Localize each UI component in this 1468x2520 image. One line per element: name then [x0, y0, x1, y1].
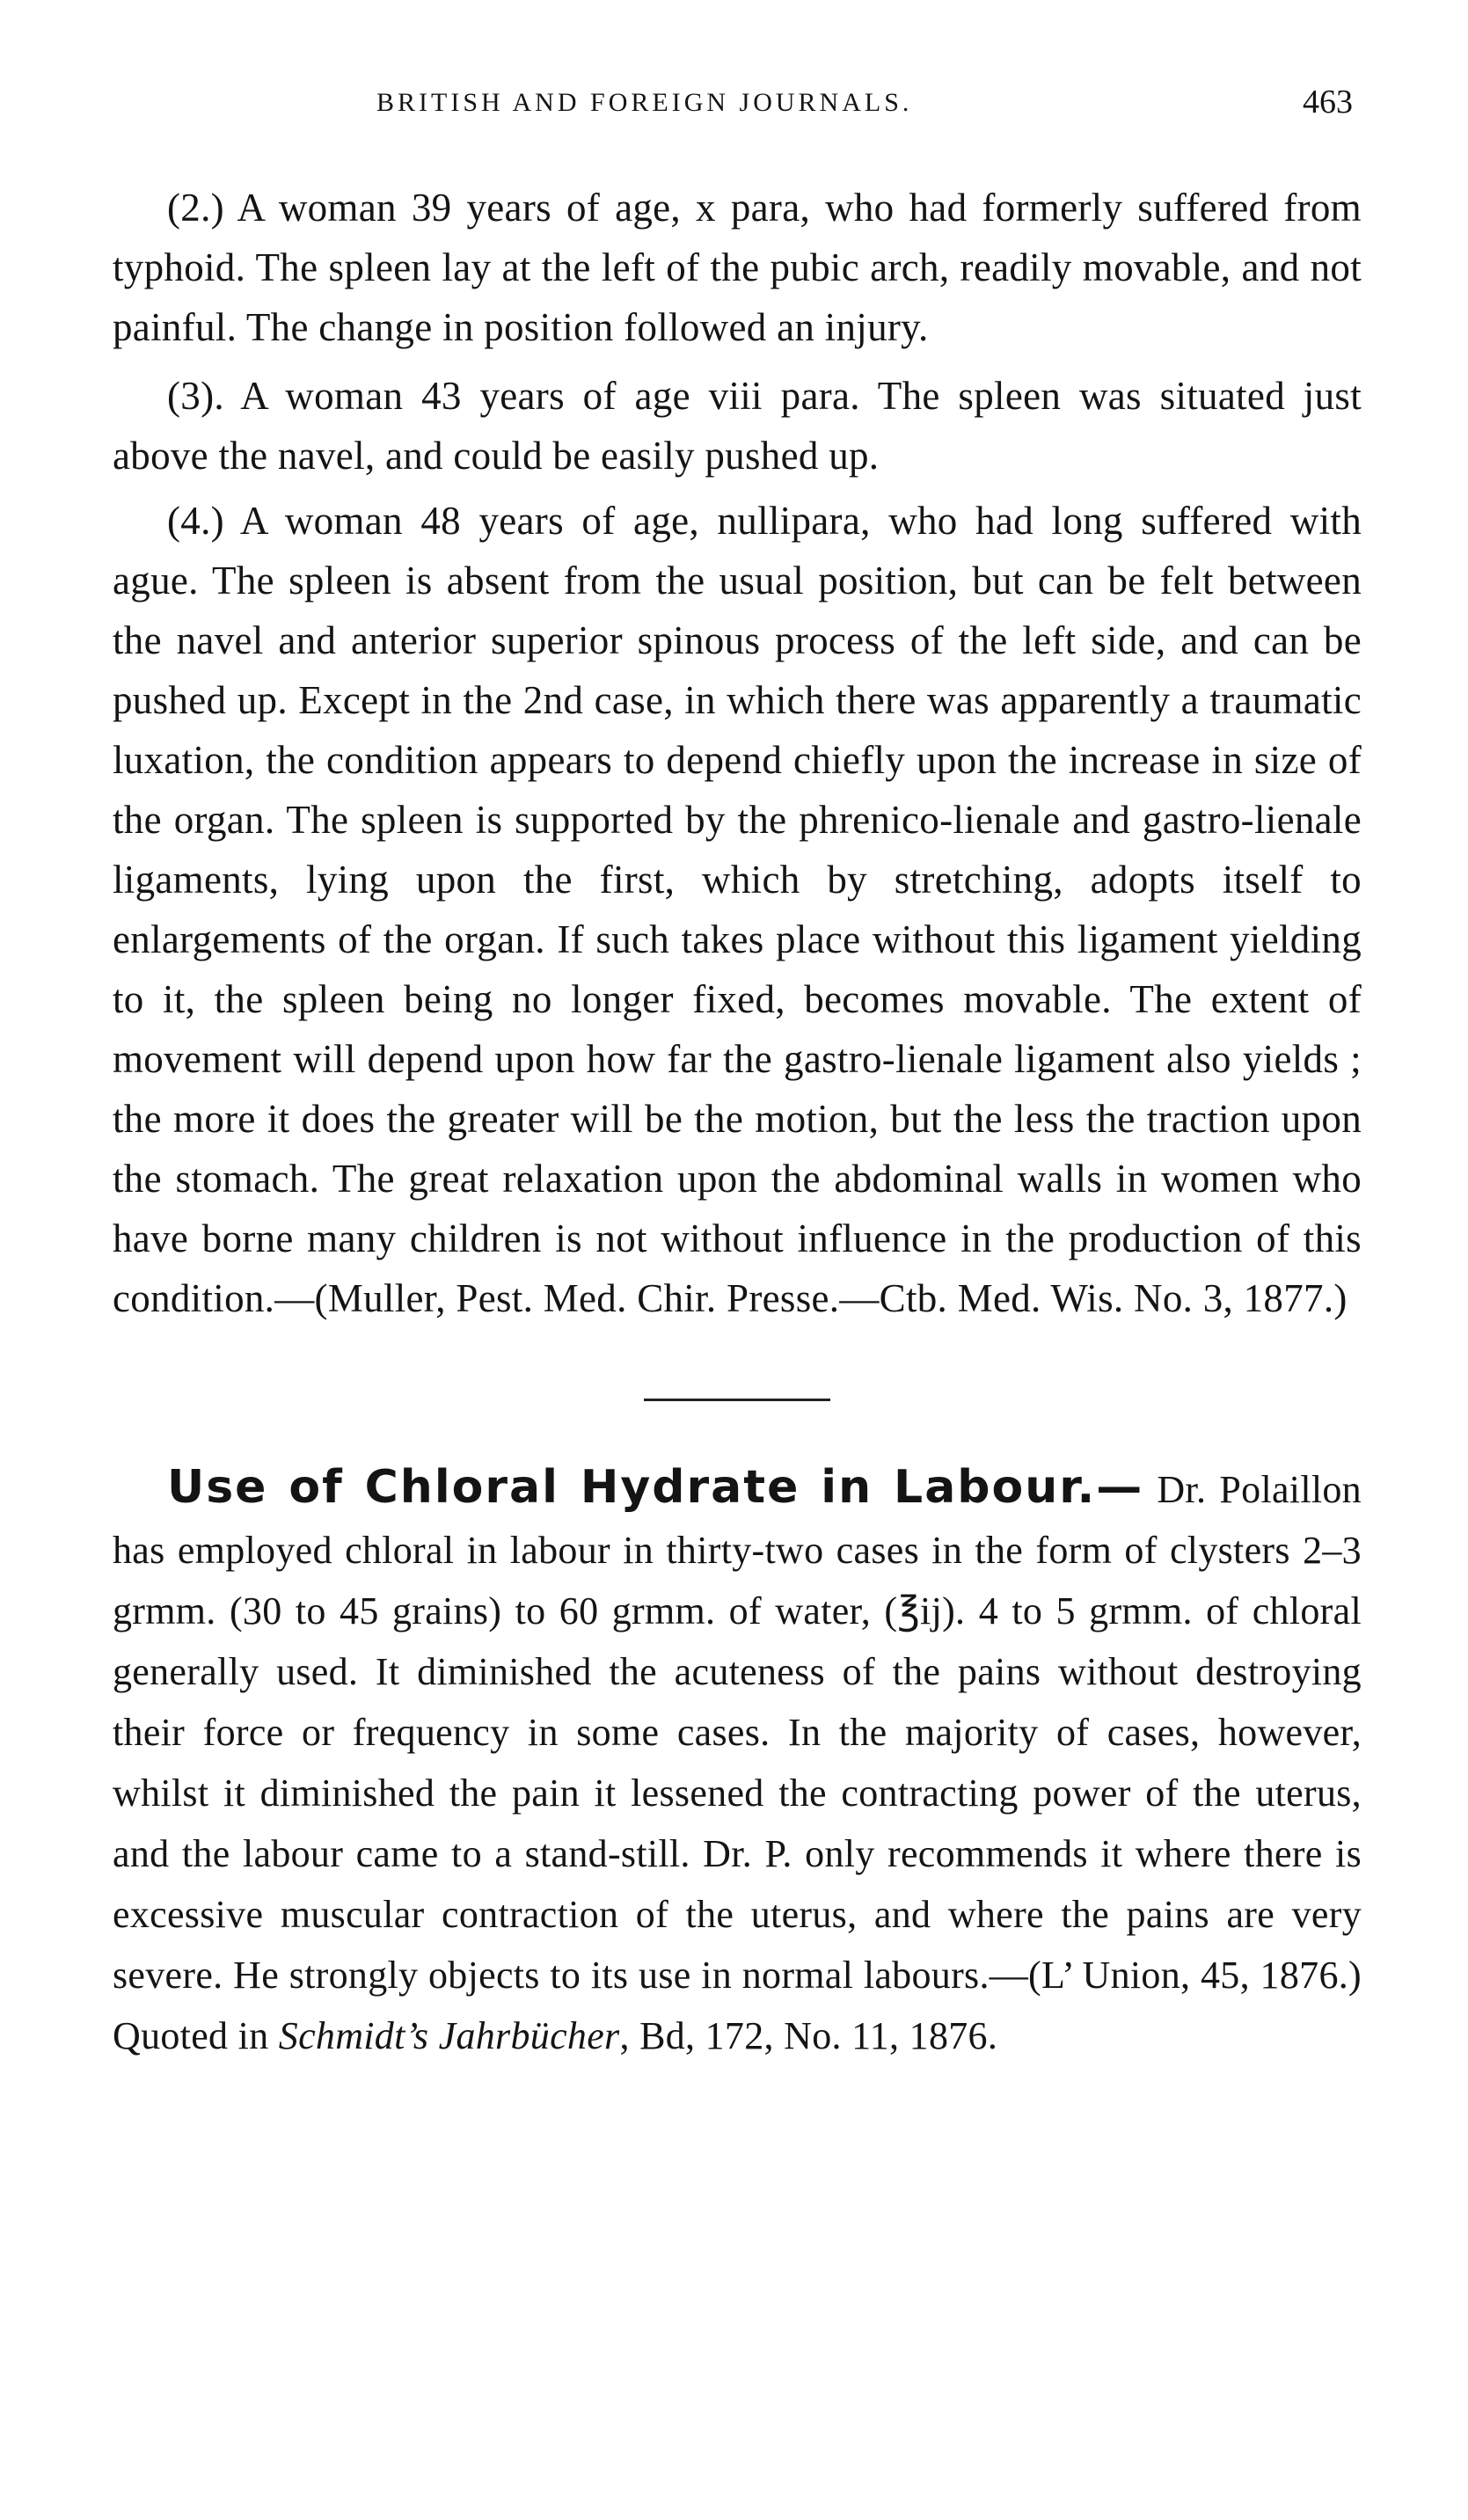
running-head — [113, 70, 1362, 132]
journal-page — [113, 70, 1362, 2066]
section-divider — [644, 1399, 830, 1401]
page-number: 463 — [1303, 84, 1353, 121]
source-citation-tail: , Bd, 172, No. 11, 1876. — [619, 2014, 998, 2057]
chloral-body: Dr. Polaillon has employed chloral in labour in thirty-two cases in the form of clysters 2–3 grmm. (30 to 45 grains) to 60 grmm. of water, (℥ij). 4 to 5 grmm. of chloral generally used. It diminished the acuteness of the pains without destroying their force or frequency in some cases. In the majority of cases, however, whilst it diminished the pain it lessened the contracting power of the uterus, and the labour came to a stand-still. Dr. P. only recommends it where there is excessive muscular contraction of the uterus, and where the pains are very severe. He strongly objects to its use in normal labours.—(L’ Union, 45, 1876.) Quoted in — [113, 1468, 1362, 2057]
chloral-article — [113, 1457, 1362, 2066]
case-paragraph-3: (3). A woman 43 years of age viii para. The spleen was situated just above the navel, and could be easily pushed up. — [113, 374, 1362, 478]
case-paragraph-2: (2.) A woman 39 years of age, x para, who had formerly suffered from typhoid. The spleen lay at the left of the pubic arch, readily movable, and not painful. The change in position followed an injury. — [113, 186, 1362, 349]
source-journal-title: Schmidt’s Jahrbücher — [278, 2014, 620, 2057]
case-paragraph-4: (4.) A woman 48 years of age, nullipara, who had long suffered with ague. The spleen is absent from the usual position, but can be felt between the navel and anterior superior spinous process of the left side, and can be pushed up. Except in the 2nd case, in which there was apparently a traumatic luxation, the condition appears to depend chiefly upon the increase in size of the organ. The spleen is supported by the phrenico-lienale and gastro-lienale ligaments, lying upon the first, which by stretching, adopts itself to enlargements of the organ. If such takes place without this ligament yielding to it, the spleen being no longer fixed, becomes movable. The extent of movement will depend upon how far the gastro-lienale ligament also yields ; the more it does the greater will be the motion, but the less the traction upon the stomach. The great relaxation upon the abdominal walls in women who have borne many children is not without influence in the production of this condition.—(Muller, Pest. Med. Chir. Presse.—Ctb. Med. Wis. No. 3, 1877.) — [113, 499, 1362, 1320]
running-title: BRITISH AND FOREIGN JOURNALS. — [376, 88, 913, 117]
section-title: Use of Chloral Hydrate in Labour.— — [167, 1461, 1144, 1514]
